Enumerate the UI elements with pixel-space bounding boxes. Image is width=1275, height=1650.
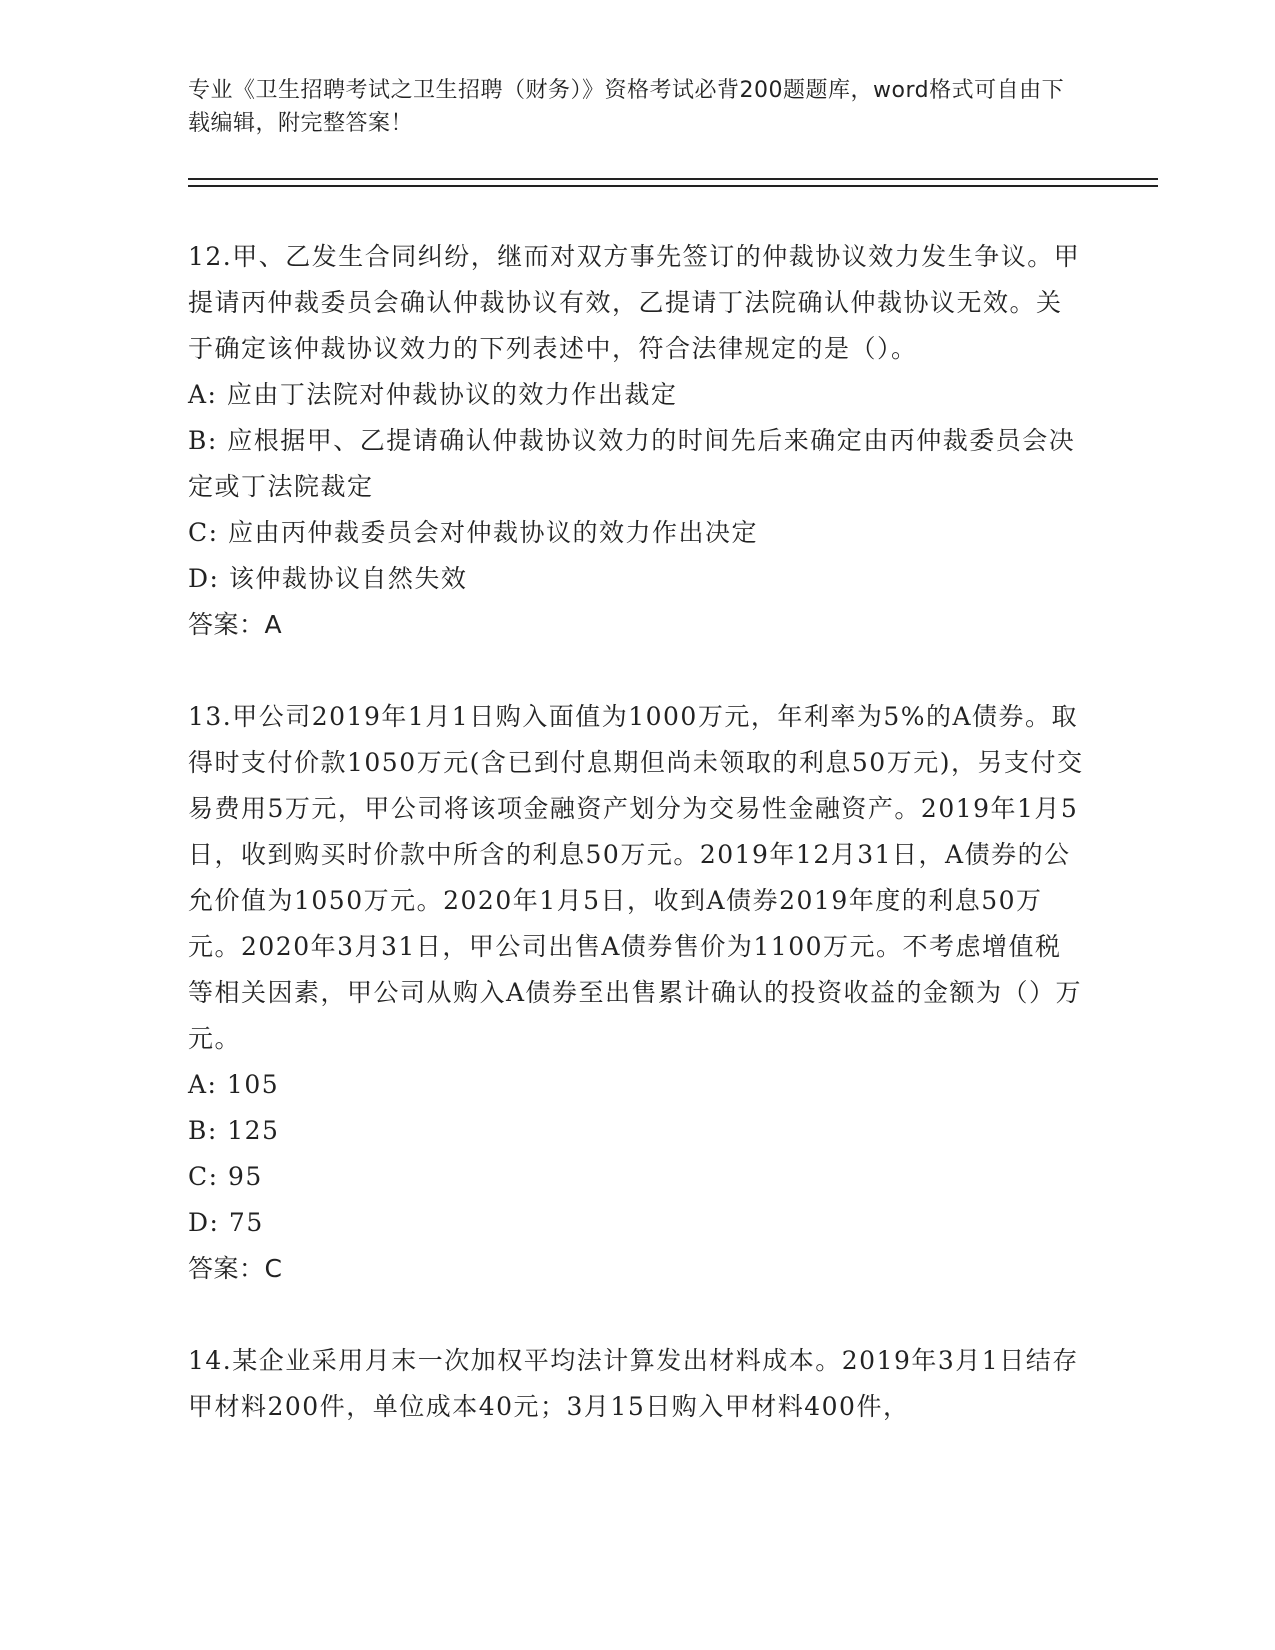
answer: 答案：C [188, 1254, 283, 1283]
header-divider-bottom [188, 185, 1158, 187]
question-text: 14.某企业采用月末一次加权平均法计算发出材料成本。2019年3月1日结存甲材料200件，单位成本40元；3月15日购入甲材料400件， [188, 1346, 1079, 1421]
question-spacer [188, 1292, 1088, 1338]
question-14 [188, 1338, 1088, 1430]
question-text: 12.甲、乙发生合同纠纷，继而对双方事先签订的仲裁协议效力发生争议。甲提请丙仲裁委员会确认仲裁协议有效，乙提请丁法院确认仲裁协议无效。关于确定该仲裁协议效力的下列表述中，符合法律规定的是（）。 [188, 242, 1081, 363]
header-text: 专业《卫生招聘考试之卫生招聘（财务）》资格考试必背200题题库，word格式可自由下载编辑，附完整答案！ [188, 78, 1065, 136]
option-a: A: 105 [188, 1070, 280, 1099]
question-text: 13.甲公司2019年1月1日购入面值为1000万元，年利率为5%的A债券。取得时支付价款1050万元(含已到付息期但尚未领取的利息50万元)，另支付交易费用5万元，甲公司将该项金融资产划分为交易性金融资产。2019年1月5日，收到购买时价款中所含的利息50万元。2019年12月31日，A债券的公允价值为1050万元。2020年1月5日，收到A债券2019年度的利息50万元。2020年3月31日，甲公司出售A债券售价为1100万元。不考虑增值税等相关因素，甲公司从购入A债券至出售累计确认的投资收益的金额为（）万元。 [188, 702, 1084, 1053]
option-b: B: 应根据甲、乙提请确认仲裁协议效力的时间先后来确定由丙仲裁委员会决定或丁法院裁定 [188, 426, 1076, 501]
option-c: C: 应由丙仲裁委员会对仲裁协议的效力作出决定 [188, 518, 758, 547]
option-d: D: 该仲裁协议自然失效 [188, 564, 468, 593]
question-spacer [188, 648, 1088, 694]
question-list [188, 234, 1088, 1430]
answer: 答案：A [188, 610, 283, 639]
option-a: A: 应由丁法院对仲裁协议的效力作出裁定 [188, 380, 678, 409]
option-d: D: 75 [188, 1208, 264, 1237]
option-c: C: 95 [188, 1162, 263, 1191]
header-divider-top [188, 178, 1158, 180]
document-header [188, 74, 1068, 140]
question-13 [188, 694, 1088, 1292]
option-b: B: 125 [188, 1116, 280, 1145]
question-12 [188, 234, 1088, 648]
